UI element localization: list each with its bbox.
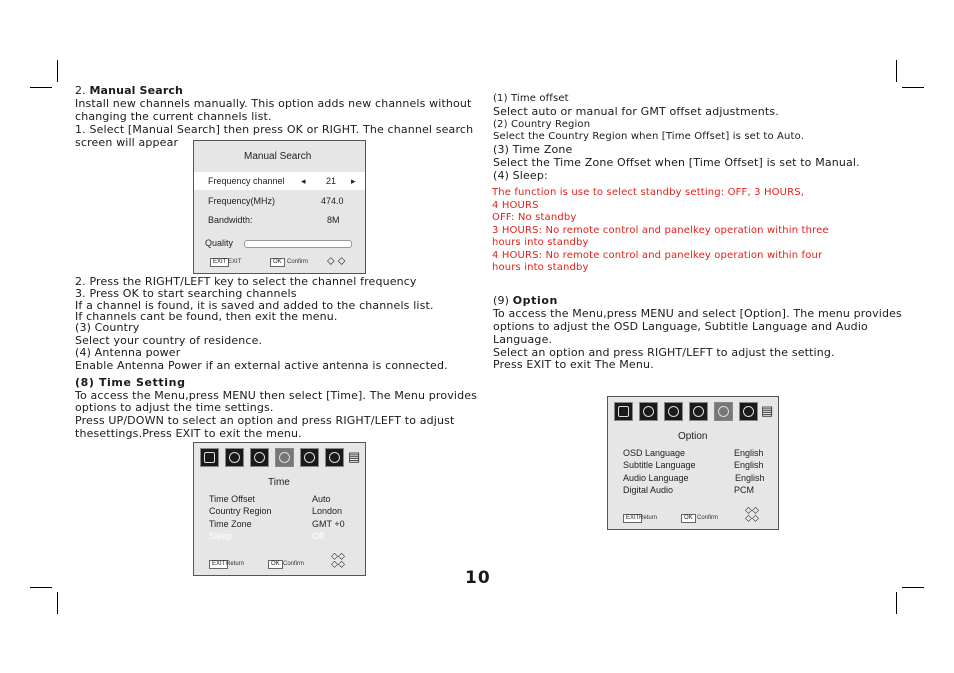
ok-key: OK bbox=[268, 560, 283, 569]
sleep-note: The function is use to select standby setting: OFF, 3 HOURS, bbox=[492, 187, 805, 198]
time-setting-heading: (8) Time Setting bbox=[75, 376, 186, 389]
tv-icon bbox=[200, 448, 219, 467]
lock-icon: ▤ bbox=[348, 449, 361, 464]
search-icon bbox=[664, 402, 683, 421]
body-text: Install new channels manually. This option adds new channels without bbox=[75, 97, 472, 110]
osd-row-label: Frequency(MHz) bbox=[208, 196, 276, 206]
body-text: (3) Country bbox=[75, 321, 140, 334]
ok-key: OK bbox=[270, 258, 285, 267]
right-arrow-icon: ▸ bbox=[351, 176, 356, 186]
body-text: Select your country of residence. bbox=[75, 334, 263, 347]
time-osd bbox=[193, 442, 366, 576]
crop-mark bbox=[57, 60, 58, 82]
clock-icon bbox=[275, 448, 294, 467]
osd-row-label: Frequency channel bbox=[208, 176, 285, 186]
search-icon bbox=[250, 448, 269, 467]
body-text: To access the Menu,press MENU then select [Time]. The Menu provides bbox=[75, 389, 478, 402]
tv-icon bbox=[614, 402, 633, 421]
lock-icon: ▤ bbox=[761, 403, 774, 418]
ok-label: Confirm bbox=[287, 259, 309, 265]
menu-icon-bar bbox=[200, 448, 350, 467]
osd-row-value: English bbox=[735, 473, 765, 483]
ok-key: OK bbox=[681, 514, 696, 523]
navigation-icon: ⬦ ⬦ bbox=[327, 255, 346, 267]
section-number: (9) bbox=[493, 294, 510, 307]
body-text: (4) Sleep: bbox=[493, 169, 548, 182]
osd-row-label: Sleep bbox=[209, 531, 233, 541]
osd-row-value: 21 bbox=[326, 176, 337, 186]
body-text: Select an option and press RIGHT/LEFT to adjust the setting. bbox=[493, 346, 835, 359]
osd-title: Manual Search bbox=[244, 151, 312, 162]
crop-mark bbox=[57, 592, 58, 614]
exit-key: EXIT bbox=[210, 258, 229, 267]
body-text: changing the current channels list. bbox=[75, 110, 272, 123]
body-text: If channels cant be found, then exit the menu. bbox=[75, 310, 338, 323]
body-text: Press UP/DOWN to select an option and press RIGHT/LEFT to adjust bbox=[75, 414, 455, 427]
body-text: screen will appear bbox=[75, 136, 179, 149]
osd-title: Option bbox=[678, 431, 708, 442]
osd-row-value: Auto bbox=[312, 494, 331, 504]
page-number: 10 bbox=[465, 568, 491, 588]
body-text: 3. Press OK to start searching channels bbox=[75, 287, 297, 300]
body-text: (3) Time Zone bbox=[493, 143, 573, 156]
sleep-note: OFF: No standby bbox=[492, 212, 577, 223]
osd-row-value: GMT +0 bbox=[312, 519, 345, 529]
gear-icon bbox=[300, 448, 319, 467]
film-icon bbox=[225, 448, 244, 467]
osd-row-label: OSD Language bbox=[623, 448, 686, 458]
sleep-note: hours into standby bbox=[492, 262, 589, 273]
gear-icon bbox=[714, 402, 733, 421]
osd-row-value: Off bbox=[312, 531, 324, 541]
body-text: To access the Menu,press MENU and select [Option]. The menu provides bbox=[493, 307, 902, 320]
osd-row-label: Time Offset bbox=[209, 494, 256, 504]
body-text: options to adjust the OSD Language, Subtitle Language and Audio bbox=[493, 320, 868, 333]
crop-mark bbox=[30, 587, 52, 588]
osd-row-label: Country Region bbox=[209, 506, 272, 516]
osd-row-label: Subtitle Language bbox=[623, 460, 696, 470]
exit-key: EXIT bbox=[209, 560, 228, 569]
body-text: (4) Antenna power bbox=[75, 346, 181, 359]
osd-row-value: PCM bbox=[734, 485, 754, 495]
osd-row-label: Audio Language bbox=[623, 473, 689, 483]
section-title: Manual Search bbox=[89, 84, 184, 97]
body-text: 1. Select [Manual Search] then press OK or RIGHT. The channel search bbox=[75, 123, 474, 136]
quality-label: Quality bbox=[205, 238, 234, 248]
osd-row-value: 474.0 bbox=[321, 196, 344, 206]
left-arrow-icon: ◂ bbox=[301, 176, 306, 186]
sleep-note: 4 HOURS: No remote control and panelkey operation within four bbox=[492, 250, 823, 261]
sleep-note: 4 HOURS bbox=[492, 200, 539, 211]
quality-bar bbox=[244, 240, 352, 248]
ok-label: Confirm bbox=[283, 561, 305, 567]
exit-label: Return bbox=[639, 515, 658, 521]
exit-key: EXIT bbox=[623, 514, 642, 523]
sleep-note: 3 HOURS: No remote control and panelkey operation within three bbox=[492, 225, 829, 236]
exit-label: EXIT bbox=[228, 259, 242, 265]
ok-label: Confirm bbox=[697, 515, 719, 521]
navigation-icon: ⬦⬦ ⬦⬦ bbox=[745, 505, 759, 524]
tools-icon bbox=[739, 402, 758, 421]
crop-mark bbox=[30, 87, 52, 88]
body-text: Select the Country Region when [Time Offset] is set to Auto. bbox=[493, 131, 805, 142]
crop-mark bbox=[902, 87, 924, 88]
crop-mark bbox=[896, 60, 897, 82]
body-text: (1) Time offset bbox=[493, 93, 569, 104]
osd-row-label: Bandwidth: bbox=[208, 215, 253, 225]
osd-row-value: English bbox=[734, 460, 764, 470]
section-title: Option bbox=[512, 294, 558, 307]
body-text: Select the Time Zone Offset when [Time Offset] is set to Manual. bbox=[493, 156, 860, 169]
osd-title: Time bbox=[268, 477, 290, 488]
manual-search-osd bbox=[193, 140, 366, 274]
body-text: (2) Country Region bbox=[493, 119, 591, 130]
body-text: Select auto or manual for GMT offset adjustments. bbox=[493, 105, 779, 118]
tools-icon bbox=[325, 448, 344, 467]
manual-search-heading bbox=[75, 85, 183, 98]
osd-row-label: Digital Audio bbox=[623, 485, 674, 495]
body-text: 2. Press the RIGHT/LEFT key to select the channel frequency bbox=[75, 275, 417, 288]
osd-row-value: London bbox=[312, 506, 343, 516]
body-text: thesettings.Press EXIT to exit the menu. bbox=[75, 427, 302, 440]
crop-mark bbox=[896, 592, 897, 614]
body-text: Enable Antenna Power if an external active antenna is connected. bbox=[75, 359, 448, 372]
menu-icon-bar bbox=[614, 402, 764, 421]
sleep-note: hours into standby bbox=[492, 237, 589, 248]
option-osd bbox=[607, 396, 779, 530]
body-text: If a channel is found, it is saved and added to the channels list. bbox=[75, 299, 434, 312]
exit-label: Return bbox=[226, 561, 245, 567]
navigation-icon: ⬦⬦ ⬦⬦ bbox=[331, 551, 345, 570]
body-text: Language. bbox=[493, 333, 553, 346]
section-number: 2. bbox=[75, 84, 86, 97]
crop-mark bbox=[902, 587, 924, 588]
osd-row-label: Time Zone bbox=[209, 519, 252, 529]
body-text: options to adjust the time settings. bbox=[75, 401, 274, 414]
option-heading bbox=[493, 295, 558, 308]
osd-row-value: 8M bbox=[327, 215, 340, 225]
film-icon bbox=[639, 402, 658, 421]
clock-icon bbox=[689, 402, 708, 421]
osd-row-value: English bbox=[734, 448, 764, 458]
body-text: Press EXIT to exit The Menu. bbox=[493, 358, 654, 371]
